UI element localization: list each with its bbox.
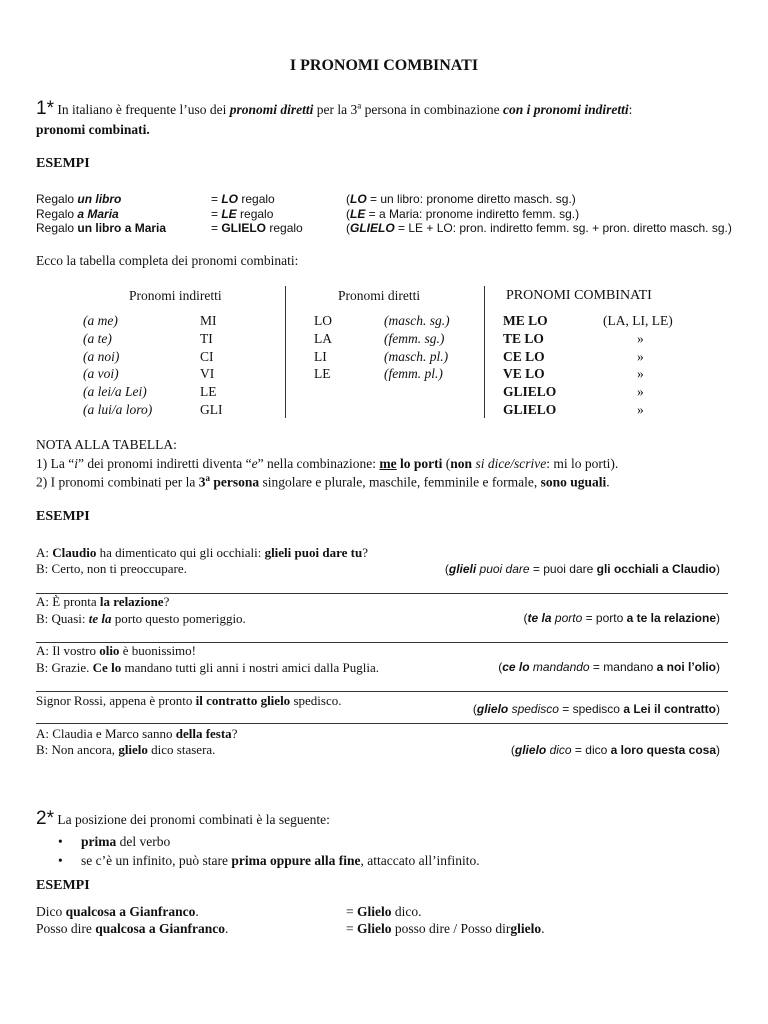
final-example: Dico qualcosa a Gianfranco.: [36, 904, 199, 919]
table-cell-ind-a: (a te): [83, 330, 112, 346]
table-cell-ind-a: (a me): [83, 313, 118, 328]
table-cell-comb: GLIELO: [503, 384, 557, 400]
table-cell-ind-a: (a lui/a loro): [83, 402, 153, 417]
separator-line: [36, 691, 728, 692]
table-cell-note: »: [637, 366, 644, 382]
dialogue-line: A: Claudia e Marco sanno della festa?: [36, 726, 238, 741]
table-cell-comb: VE LO: [503, 366, 545, 382]
dialogue-explanation: (glielo dico = dico a loro questa cosa): [510, 743, 720, 757]
example-explanation: (LE = a Maria: pronome indiretto femm. sg.): [346, 207, 580, 221]
example-explanation: (GLIELO = LE + LO: pron. indiretto femm. sg. + pron. diretto masch. sg.): [346, 221, 732, 235]
table-divider: [285, 286, 286, 418]
table-cell-dir: LE: [314, 366, 331, 382]
esempi-heading-2: ESEMPI: [36, 509, 90, 524]
table-cell-ind-a: (a lei/a Lei): [83, 384, 147, 400]
dialogue-line: B: Grazie. Ce lo mandano tutti gli anni i nostri amici dalla Puglia.: [36, 660, 379, 675]
dialogue-explanation: (te la porto = porto a te la relazione): [523, 611, 720, 625]
dialogue-line: B: Certo, non ti preoccupare.: [36, 561, 187, 576]
example-equiv: = LE regalo: [211, 207, 274, 221]
example-row: Regalo un libro a Maria: [36, 221, 167, 235]
dialogue-line: B: Quasi: te la porto questo pomeriggio.: [36, 611, 246, 626]
table-cell-dir-a: (masch. pl.): [384, 348, 449, 364]
dialogue-line: A: Il vostro olio è buonissimo!: [36, 643, 196, 658]
nota-item-1: 1) La “i” dei pronomi indiretti diventa “e” nella combinazione: me lo porti (non si dice/scrive: mi lo porti).: [36, 456, 619, 471]
table-cell-note: »: [637, 402, 644, 417]
table-cell-note: (LA, LI, LE): [603, 313, 673, 328]
table-header-combinati: PRONOMI COMBINATI: [506, 288, 652, 303]
table-cell-ind: MI: [200, 313, 217, 328]
section-number: 2*: [36, 808, 54, 829]
esempi-heading-3: ESEMPI: [36, 878, 90, 893]
table-cell-note: »: [637, 384, 644, 400]
table-cell-comb: ME LO: [503, 313, 548, 328]
final-example: Posso dire qualcosa a Gianfranco.: [36, 921, 229, 936]
table-cell-comb: TE LO: [503, 330, 544, 346]
final-example-equiv: = Glielo posso dire / Posso dirglielo.: [346, 921, 545, 936]
section-1-subtitle: pronomi combinati.: [36, 122, 150, 137]
table-cell-dir: LO: [314, 313, 332, 328]
dialogue-line: A: Claudio ha dimenticato qui gli occhiali: glieli puoi dare tu?: [36, 545, 368, 560]
example-row: Regalo a Maria: [36, 207, 119, 221]
dialogue-line: A: È pronta la relazione?: [36, 594, 170, 609]
dialogue-line: B: Non ancora, glielo dico stasera.: [36, 742, 216, 757]
table-cell-comb: CE LO: [503, 348, 545, 364]
section-number: 1*: [36, 98, 54, 119]
table-cell-note: »: [637, 348, 644, 364]
table-header-diretti: Pronomi diretti: [338, 288, 421, 303]
table-cell-ind-a: (a noi): [83, 348, 120, 364]
table-cell-ind-a: (a voi): [83, 366, 119, 382]
dialogue-explanation: (glieli puoi dare = puoi dare gli occhiali a Claudio): [444, 562, 720, 576]
table-divider: [484, 286, 485, 418]
page-title: I PRONOMI COMBINATI: [289, 57, 479, 74]
table-cell-dir-a: (femm. pl.): [384, 366, 443, 382]
section-1-intro: 1* In italiano è frequente l’uso dei pronomi diretti per la 3$^a$ persona in combinazione con i pronomi indiretti:: [36, 98, 633, 119]
table-cell-ind: TI: [200, 330, 213, 346]
table-cell-dir-a: (femm. sg.): [384, 330, 445, 346]
example-equiv: = GLIELO regalo: [211, 221, 303, 235]
dialogue-line: Signor Rossi, appena è pronto il contratto glielo spedisco.: [36, 693, 342, 708]
table-header-indiretti: Pronomi indiretti: [129, 288, 222, 303]
table-cell-ind: VI: [200, 366, 215, 382]
dialogue-explanation: (ce lo mandando = mandano a noi l’olio): [498, 660, 720, 674]
example-row: Regalo un libro: [36, 192, 122, 206]
nota-item-2: 2) I pronomi combinati per la 3$^a$ persona singolare e plurale, maschile, femminile e formale, sono uguali.: [36, 473, 610, 490]
table-cell-comb: GLIELO: [503, 402, 557, 417]
separator-line: [36, 723, 728, 724]
final-example-equiv: = Glielo dico.: [346, 904, 422, 919]
bullet-item: • se c’è un infinito, può stare prima oppure alla fine, attaccato all’infinito.: [81, 853, 480, 869]
table-cell-ind: LE: [200, 384, 217, 400]
table-cell-dir: LI: [314, 348, 327, 364]
table-cell-dir-a: (masch. sg.): [384, 313, 450, 328]
section-2-intro: 2* La posizione dei pronomi combinati è la seguente:: [36, 808, 330, 829]
table-cell-dir: LA: [314, 330, 332, 346]
esempi-heading-1: ESEMPI: [36, 156, 90, 171]
table-cell-note: »: [637, 330, 644, 346]
table-cell-ind: GLI: [200, 402, 223, 417]
dialogue-explanation: (glielo spedisco = spedisco a Lei il contratto): [472, 702, 720, 716]
example-explanation: (LO = un libro: pronome diretto masch. sg.): [346, 192, 576, 206]
bullet-item: • prima del verbo: [81, 834, 170, 850]
table-cell-ind: CI: [200, 348, 214, 364]
example-equiv: = LO regalo: [211, 192, 275, 206]
table-intro: Ecco la tabella completa dei pronomi combinati:: [36, 253, 299, 268]
nota-heading: NOTA ALLA TABELLA:: [36, 437, 177, 452]
